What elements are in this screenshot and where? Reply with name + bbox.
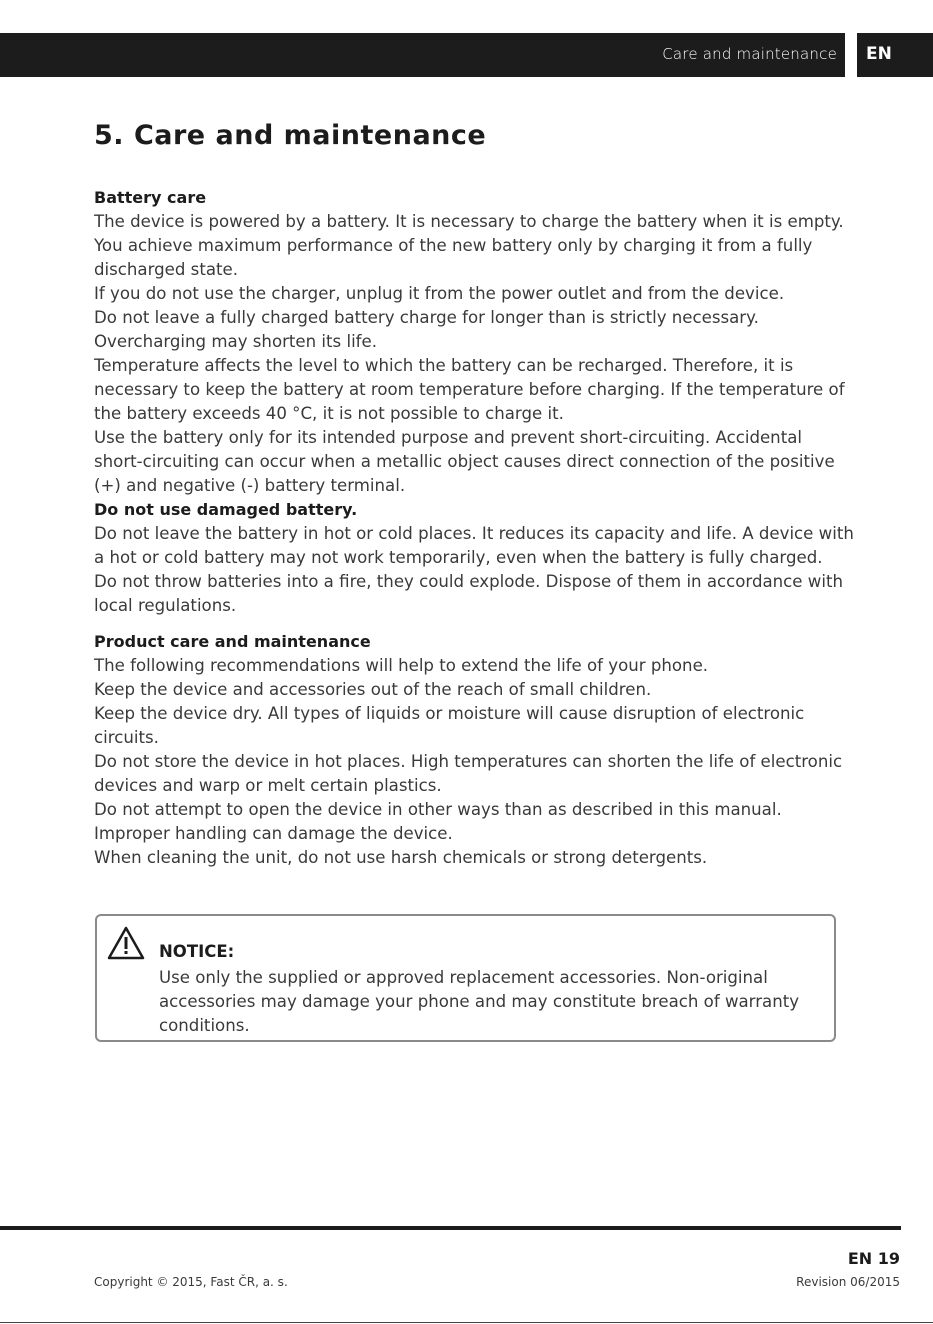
warning-triangle-icon (106, 925, 146, 961)
battery-care-heading: Battery care (94, 188, 207, 207)
chapter-title: 5. Care and maintenance (94, 120, 487, 151)
footer-divider (0, 1226, 901, 1230)
damaged-battery-heading: Do not use damaged battery. (94, 500, 358, 519)
bottom-divider (0, 1322, 933, 1323)
paragraph: Do not leave the battery in hot or cold places. It reduces its capacity and life. A device with a hot or cold battery may not work temporarily, even when the battery is fully charged. (94, 524, 854, 567)
paragraph: Do not store the device in hot places. High temperatures can shorten the life of electronic devices and warp or melt certain plastics. (94, 752, 843, 795)
paragraph: Do not attempt to open the device in other ways than as described in this manual. Improper handling can damage the device. (94, 800, 782, 843)
paragraph: Keep the device and accessories out of the reach of small children. (94, 680, 652, 699)
notice-text: Use only the supplied or approved replacement accessories. Non-original accessories may damage your phone and may constitute breach of warranty conditions. (159, 968, 800, 1035)
revision-text: Revision 06/2015 (796, 1275, 900, 1289)
language-badge (857, 33, 933, 77)
notice-box (95, 914, 836, 1042)
paragraph: Use the battery only for its intended purpose and prevent short-circuiting. Accidental short-circuiting can occur when a metallic object causes direct connection of the positive (+) and negative (-) battery terminal. (94, 428, 835, 495)
paragraph: Keep the device dry. All types of liquids or moisture will cause disruption of electronic circuits. (94, 704, 805, 747)
paragraph: The following recommendations will help to extend the life of your phone. (94, 656, 709, 675)
notice-title: NOTICE: (159, 942, 235, 961)
copyright-text: Copyright © 2015, Fast ČR, a. s. (94, 1275, 288, 1289)
main-content (94, 186, 854, 870)
paragraph: Temperature affects the level to which the battery can be recharged. Therefore, it is necessary to keep the battery at room temperature before charging. If the temperature of the battery exceeds 40 °C, it is not possible to charge it. (94, 356, 845, 423)
paragraph: When cleaning the unit, do not use harsh chemicals or strong detergents. (94, 848, 708, 867)
section-spacer (94, 618, 854, 630)
product-care-heading: Product care and maintenance (94, 632, 371, 651)
header-bar (0, 33, 845, 77)
paragraph: The device is powered by a battery. It is necessary to charge the battery when it is empty. You achieve maximum performance of the new battery only by charging it from a fully discharged state. (94, 212, 844, 279)
page-number: EN 19 (847, 1249, 900, 1268)
language-label: EN (866, 44, 892, 64)
paragraph: Do not leave a fully charged battery charge for longer than is strictly necessary. Overcharging may shorten its life. (94, 308, 759, 351)
paragraph: If you do not use the charger, unplug it from the power outlet and from the device. (94, 284, 785, 303)
header-section-title: Care and maintenance (662, 45, 837, 63)
paragraph: Do not throw batteries into a fire, they could explode. Dispose of them in accordance with local regulations. (94, 572, 843, 615)
